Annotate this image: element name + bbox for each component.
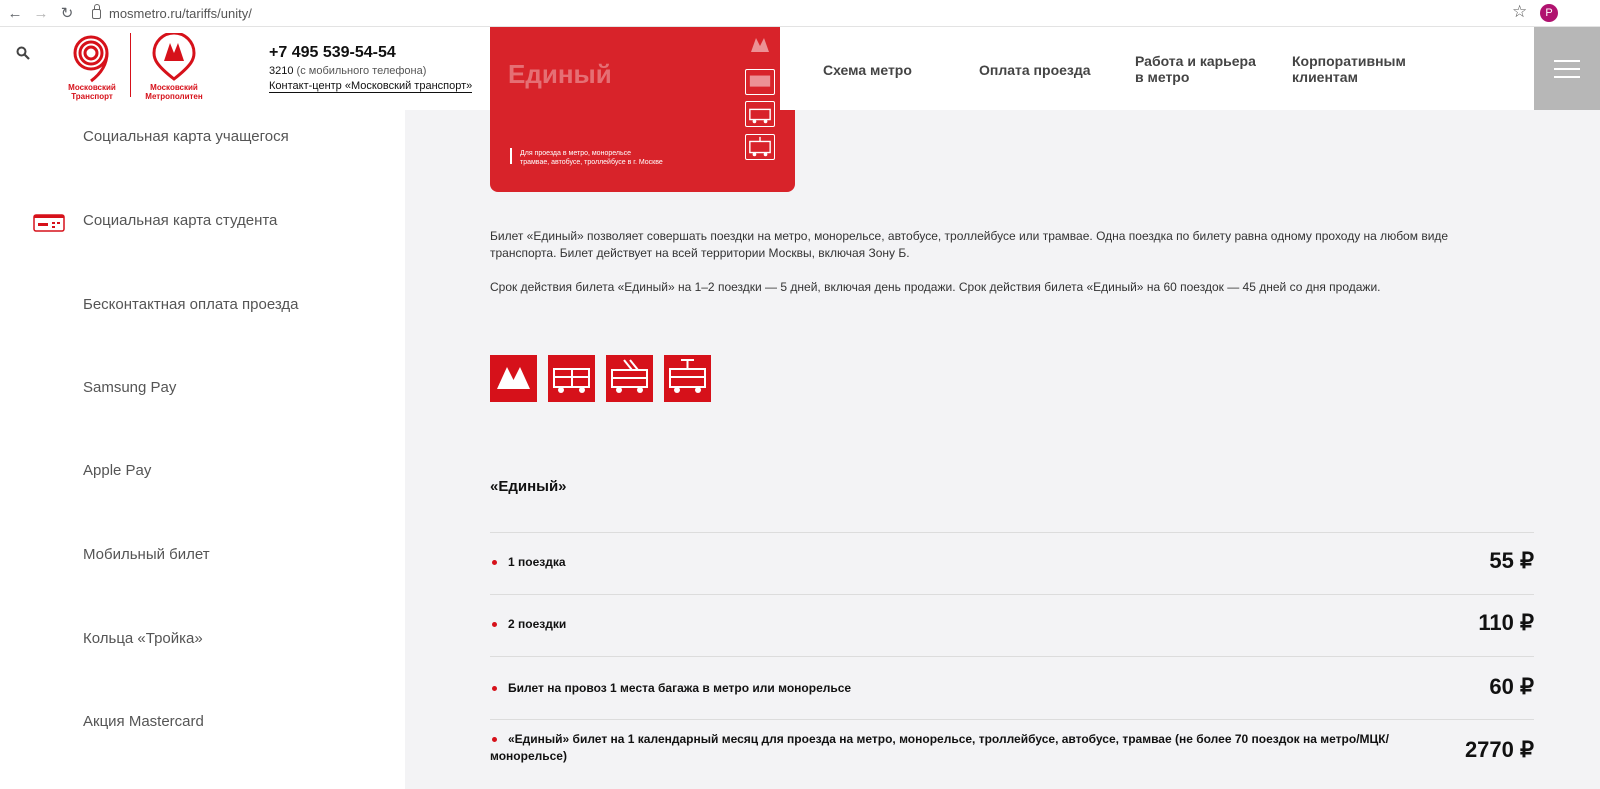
forward-icon[interactable]: → xyxy=(33,4,49,22)
sidebar-item-student-school-card[interactable]: Социальная карта учащегося xyxy=(83,128,289,145)
logo-right-caption: Московский Метрополитен xyxy=(145,83,203,101)
tariff-row xyxy=(490,720,1534,789)
metro-icon xyxy=(490,355,537,402)
student-card-icon xyxy=(33,214,65,232)
description-paragraph-1: Билет «Единый» позволяет совершать поездки на метро, монорельсе, автобусе, троллейбусе или трамвае. Одна поездка по билету равна одному проходу на любом виде транспорта. Билет действует на всей территории Москвы, включая Зону Б. xyxy=(490,229,1449,260)
burger-line xyxy=(1554,68,1580,70)
tariff-price: 2770 ₽ xyxy=(1464,737,1534,762)
bullet-dot xyxy=(492,560,497,565)
bullet-dot xyxy=(492,686,497,691)
sidebar-item-contactless[interactable]: Бесконтактная оплата проезда xyxy=(83,296,299,313)
tariff-label: Билет на провоз 1 места багажа в метро или монорельсе xyxy=(508,681,852,695)
description-paragraph-2: Срок действия билета «Единый» на 1–2 поездки — 5 дней, включая день продажи. Срок действия билета «Единый» на 60 поездок — 45 дней со дня продажи. xyxy=(490,280,1381,294)
address-url: mosmetro.ru/tariffs/unity/ xyxy=(109,5,252,21)
sidebar-item-troika-rings[interactable]: Кольца «Тройка» xyxy=(83,630,203,647)
bullet-dot xyxy=(492,622,497,627)
short-number-note: (с мобильного телефона) xyxy=(296,65,427,77)
burger-line xyxy=(1554,60,1580,62)
bus-icon xyxy=(548,355,595,402)
sidebar-item-samsung-pay[interactable]: Samsung Pay xyxy=(83,379,177,396)
sidebar-item-mastercard[interactable]: Акция Mastercard xyxy=(83,713,204,730)
sidebar-item-apple-pay[interactable]: Apple Pay xyxy=(83,462,152,479)
menu-burger-button[interactable] xyxy=(1534,27,1600,110)
tariff-label: «Единый» билет на 1 календарный месяц для проезда на метро, монорельсе, троллейбусе, автобусе, трамвае (не более 70 поездок на метро/МЦК/монорельсе) xyxy=(490,732,1389,763)
nav-corporate[interactable]: Корпоративным клиентам xyxy=(1292,53,1406,85)
tariff-row xyxy=(490,657,1534,718)
reload-icon[interactable]: ↻ xyxy=(60,5,74,22)
lock-icon xyxy=(92,9,101,19)
tariff-price: 60 ₽ xyxy=(1489,674,1534,699)
back-icon[interactable]: ← xyxy=(7,4,23,22)
short-number xyxy=(269,65,426,77)
logo-divider xyxy=(130,33,131,97)
trolleybus-icon xyxy=(606,355,653,402)
nav-payment[interactable]: Оплата проезда xyxy=(979,62,1091,78)
site-header xyxy=(0,27,1600,110)
card-tram-icon xyxy=(745,134,775,160)
tariff-label: 2 поездки xyxy=(508,617,567,631)
sidebar-item-mobile-ticket[interactable]: Мобильный билет xyxy=(83,546,210,563)
browser-toolbar xyxy=(0,0,1600,27)
tariff-price: 55 ₽ xyxy=(1489,548,1534,573)
short-number-value: 3210 xyxy=(269,65,294,77)
profile-avatar[interactable]: P xyxy=(1540,4,1558,22)
tram-icon xyxy=(664,355,711,402)
burger-line xyxy=(1554,76,1580,78)
logo-left-caption: Московский Транспорт xyxy=(68,83,116,101)
contact-center-link[interactable]: Контакт-центр «Московский транспорт» xyxy=(269,80,473,92)
tariff-section-title: «Единый» xyxy=(490,478,567,495)
tariff-label: 1 поездка xyxy=(508,555,566,569)
contact-phone[interactable]: +7 495 539-54-54 xyxy=(269,44,396,61)
sidebar-item-student-card[interactable]: Социальная карта студента xyxy=(83,212,278,229)
sidebar xyxy=(0,110,405,789)
tariff-price: 110 ₽ xyxy=(1478,610,1534,635)
tariff-row xyxy=(490,595,1534,656)
card-divider xyxy=(510,148,512,164)
card-caption: Для проезда в метро, монорельсе трамвае, автобусе, троллейбусе в г. Москве xyxy=(520,150,663,166)
address-bar[interactable] xyxy=(92,2,1552,24)
nav-careers[interactable]: Работа и карьера в метро xyxy=(1135,53,1256,85)
card-title: Единый xyxy=(508,59,612,89)
search-icon[interactable] xyxy=(16,46,30,60)
nav-metro-map[interactable]: Схема метро xyxy=(823,62,912,78)
bookmark-star-icon[interactable]: ☆ xyxy=(1512,2,1528,21)
tariff-row xyxy=(490,533,1534,594)
